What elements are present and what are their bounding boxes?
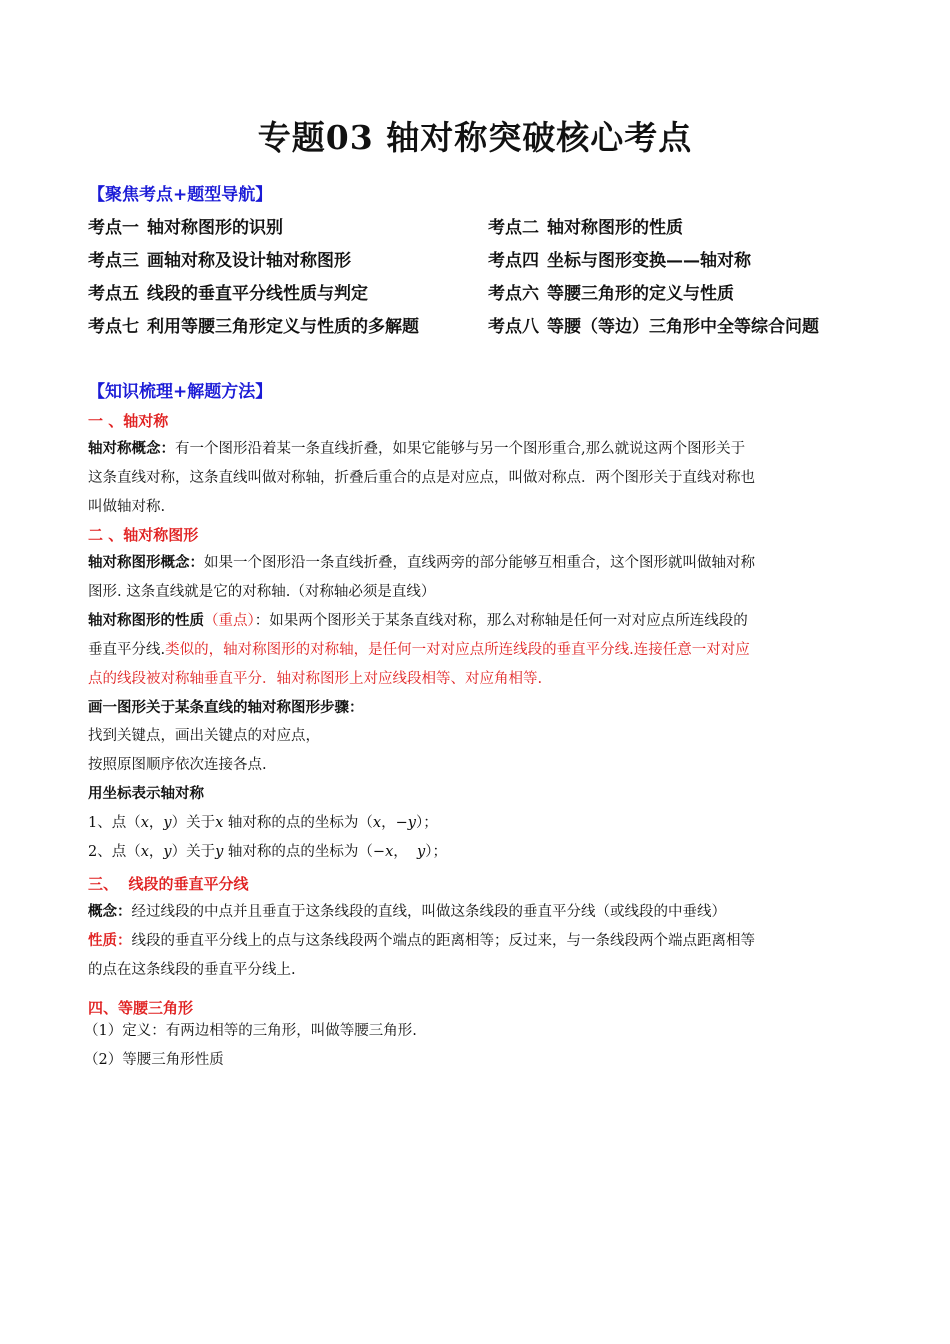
nav-item-6 xyxy=(488,279,734,304)
nav-item-label: 考点七 xyxy=(88,317,139,337)
nav-item-text: 坐标与图形变换——轴对称 xyxy=(547,251,751,271)
nav-item-3 xyxy=(88,246,351,271)
paragraph-line xyxy=(88,553,868,573)
nav-item-text: 线段的垂直平分线性质与判定 xyxy=(147,284,368,304)
list-item: （1）定义：有两边相等的三角形，叫做等腰三角形. xyxy=(84,1023,417,1039)
section-heading-axis-symmetry: 一 、轴对称 xyxy=(88,412,169,430)
coordinate-rule-2 xyxy=(88,842,868,862)
math-var: x xyxy=(385,844,394,860)
math-var: y xyxy=(407,815,416,831)
paragraph-line xyxy=(88,640,868,660)
key-point-badge: （重点） xyxy=(204,613,255,629)
text-span: 有一个图形沿着某一条直线折叠，如果它能够与另一个图形重合,那么就说这两个图形关于 xyxy=(175,441,746,457)
section-heading-isosceles: 四、等腰三角形 xyxy=(88,999,194,1017)
math-var: y xyxy=(417,844,426,860)
text-span: 轴对称的点的坐标为（ xyxy=(223,815,373,831)
nav-item-text: 画轴对称及设计轴对称图形 xyxy=(147,251,351,271)
nav-item-label: 考点四 xyxy=(488,251,539,271)
term-label: 轴对称概念： xyxy=(88,441,175,457)
section-heading-axis-figure: 二 、轴对称图形 xyxy=(88,526,199,544)
text-span: ：如果两个图形关于某条直线对称，那么对称轴是任何一对对应点所连线段的 xyxy=(254,613,748,629)
term-label: 轴对称图形概念： xyxy=(88,555,204,571)
nav-item-4 xyxy=(488,246,751,271)
text-span: 1、点（ xyxy=(88,815,141,831)
term-label: 性质： xyxy=(88,933,132,949)
nav-item-label: 考点三 xyxy=(88,251,139,271)
nav-item-label: 考点一 xyxy=(88,218,139,238)
text-span: 2、点（ xyxy=(88,844,141,860)
step-line: 按照原图顺序依次连接各点. xyxy=(88,757,267,773)
paragraph-line: 这条直线对称，这条直线叫做对称轴，折叠后重合的点是对应点，叫做对称点．两个图形关于直线对称也 xyxy=(88,470,755,486)
nav-item-5 xyxy=(88,279,368,304)
nav-item-1 xyxy=(88,213,283,238)
term-label: 轴对称图形的性质 xyxy=(88,613,204,629)
math-var: x xyxy=(140,815,149,831)
text-span: ， xyxy=(148,815,164,831)
text-span: 线段的垂直平分线上的点与这条线段两个端点的距离相等；反过来，与一条线段两个端点距离相等 xyxy=(131,933,755,949)
nav-item-label: 考点八 xyxy=(488,317,539,337)
nav-item-label: 考点二 xyxy=(488,218,539,238)
text-span: 轴对称的点的坐标为（− xyxy=(223,844,386,860)
text-span: ， xyxy=(148,844,164,860)
paragraph-line xyxy=(88,611,868,631)
text-span: ， xyxy=(393,844,417,860)
math-var: x xyxy=(140,844,149,860)
paragraph-line: 图形. 这条直线就是它的对称轴.（对称轴必须是直线） xyxy=(88,584,436,600)
paragraph-line: 的点在这条线段的垂直平分线上. xyxy=(88,962,296,978)
paragraph-line xyxy=(88,902,868,922)
page-title: 专题03 轴对称突破核心考点 xyxy=(257,118,693,157)
knowledge-section-header: 【知识梳理+解题方法】 xyxy=(88,382,273,402)
nav-item-label: 考点五 xyxy=(88,284,139,304)
term-label: 概念： xyxy=(88,904,132,920)
paragraph-line xyxy=(88,439,868,459)
paragraph-line xyxy=(88,931,868,951)
paragraph-line: 叫做轴对称. xyxy=(88,499,166,515)
text-span: ，− xyxy=(381,815,408,831)
highlighted-line: 点的线段被对称轴垂直平分．轴对称图形上对应线段相等、对应角相等. xyxy=(88,671,543,687)
text-span: ）； xyxy=(415,815,438,831)
nav-item-text: 等腰三角形的定义与性质 xyxy=(547,284,734,304)
list-item: （2）等腰三角形性质 xyxy=(84,1052,224,1068)
nav-item-label: 考点六 xyxy=(488,284,539,304)
text-span: 经过线段的中点并且垂直于这条线段的直线，叫做这条线段的垂直平分线（或线段的中垂线） xyxy=(131,904,726,920)
nav-section-header: 【聚焦考点+题型导航】 xyxy=(88,185,273,205)
text-span: ）关于 xyxy=(171,844,216,860)
nav-item-8 xyxy=(488,312,819,337)
text-span: ）； xyxy=(425,844,447,860)
coordinate-rule-1 xyxy=(88,813,868,833)
subheading-steps: 画一图形关于某条直线的轴对称图形步骤： xyxy=(88,700,364,716)
step-line: 找到关键点，画出关键点的对应点， xyxy=(88,728,320,744)
math-var: x xyxy=(372,815,382,831)
nav-item-text: 利用等腰三角形定义与性质的多解题 xyxy=(147,317,419,337)
nav-item-text: 等腰（等边）三角形中全等综合问题 xyxy=(547,317,819,337)
nav-item-7 xyxy=(88,312,419,337)
math-var: x xyxy=(215,815,224,831)
text-span: ）关于 xyxy=(171,815,216,831)
nav-item-text: 轴对称图形的识别 xyxy=(147,218,283,238)
math-var: y xyxy=(163,815,172,831)
subheading-coordinates: 用坐标表示轴对称 xyxy=(88,786,204,802)
section-heading-perpendicular-bisector: 三、 线段的垂直平分线 xyxy=(88,875,249,893)
nav-item-2 xyxy=(488,213,683,238)
text-span: 垂直平分线. xyxy=(88,642,166,658)
text-span: 如果一个图形沿一条直线折叠，直线两旁的部分能够互相重合，这个图形就叫做轴对称 xyxy=(204,555,755,571)
math-var: y xyxy=(163,844,172,860)
highlighted-text: 类似的，轴对称图形的对称轴，是任何一对对应点所连线段的垂直平分线.连接任意一对对应 xyxy=(165,642,750,658)
nav-item-text: 轴对称图形的性质 xyxy=(547,218,683,238)
math-var: y xyxy=(215,844,224,860)
